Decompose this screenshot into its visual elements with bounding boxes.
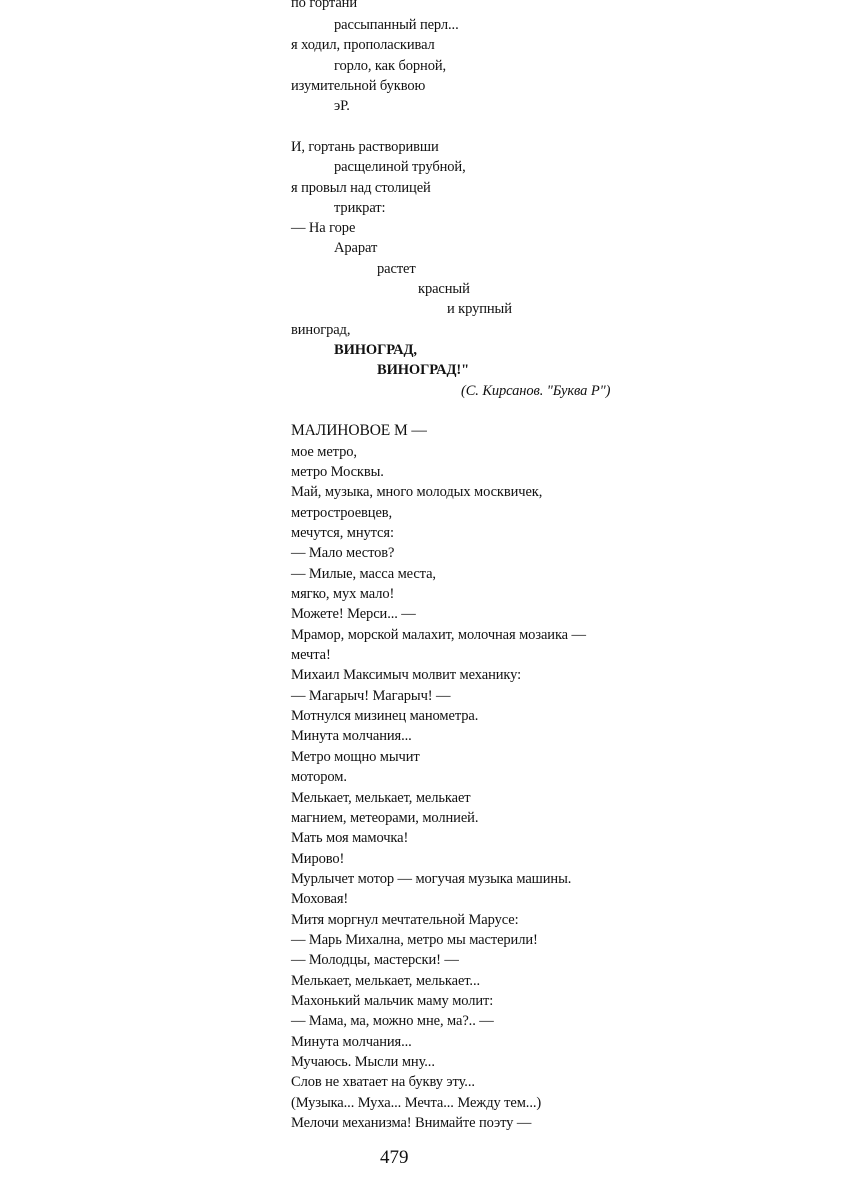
verse-line: Мелочи механизма! Внимайте поэту — bbox=[291, 1115, 532, 1131]
verse-line: мое метро, bbox=[291, 444, 357, 460]
verse-line: Арарат bbox=[334, 240, 378, 256]
verse-line: МАЛИНОВОЕ М — bbox=[291, 422, 427, 439]
verse-line: Мотнулся мизинец манометра. bbox=[291, 708, 479, 724]
verse-line: — Магарыч! Магарыч! — bbox=[291, 688, 451, 704]
verse-line: Мелькает, мелькает, мелькает... bbox=[291, 973, 481, 989]
verse-line: — На горе bbox=[291, 220, 356, 236]
verse-line: Моховая! bbox=[291, 891, 349, 907]
verse-line: мягко, мух мало! bbox=[291, 586, 395, 602]
verse-line: И, гортань растворивши bbox=[291, 139, 439, 155]
verse-line: Махонький мальчик маму молит: bbox=[291, 993, 494, 1009]
verse-line: виноград, bbox=[291, 322, 351, 338]
verse-line: Мурлычет мотор — могучая музыка машины. bbox=[291, 871, 572, 887]
verse-line: магнием, метеорами, молнией. bbox=[291, 810, 479, 826]
attribution: (С. Кирсанов. "Буква Р") bbox=[461, 383, 611, 399]
verse-line: — Милые, масса места, bbox=[291, 566, 436, 582]
verse-line: Слов не хватает на букву эту... bbox=[291, 1074, 475, 1090]
verse-line: (Музыка... Муха... Мечта... Между тем...) bbox=[291, 1095, 542, 1111]
verse-line: по гортани bbox=[291, 0, 357, 11]
verse-line: расщелиной трубной, bbox=[334, 159, 466, 175]
verse-line: мотором. bbox=[291, 769, 347, 785]
verse-line: Минута молчания... bbox=[291, 728, 412, 744]
verse-line: горло, как борной, bbox=[334, 58, 447, 74]
verse-line: Метро мощно мычит bbox=[291, 749, 420, 765]
verse-line: — Мама, ма, можно мне, ма?.. — bbox=[291, 1013, 494, 1029]
verse-line: метро Москвы. bbox=[291, 464, 384, 480]
verse-line: трикрат: bbox=[334, 200, 386, 216]
verse-line: Михаил Максимыч молвит механику: bbox=[291, 667, 522, 683]
verse-line: изумительной буквою bbox=[291, 78, 426, 94]
verse-line: — Мало местов? bbox=[291, 545, 395, 561]
verse-line: Мирово! bbox=[291, 851, 345, 867]
verse-line: мечутся, мнутся: bbox=[291, 525, 394, 541]
verse-line: Мучаюсь. Мысли мну... bbox=[291, 1054, 435, 1070]
page-number: 479 bbox=[380, 1147, 409, 1168]
verse-line: и крупный bbox=[447, 301, 512, 317]
verse-line: мечта! bbox=[291, 647, 331, 663]
verse-line: Май, музыка, много молодых москвичек, bbox=[291, 484, 543, 500]
verse-line: — Молодцы, мастерски! — bbox=[291, 952, 459, 968]
verse-line: я провыл над столицей bbox=[291, 180, 431, 196]
verse-line: — Марь Михална, метро мы мастерили! bbox=[291, 932, 538, 948]
verse-line: метростроевцев, bbox=[291, 505, 393, 521]
verse-line: Можете! Мерси... — bbox=[291, 606, 416, 622]
verse-line: я ходил, прополаскивал bbox=[291, 37, 435, 53]
verse-line: Митя моргнул мечтательной Марусе: bbox=[291, 912, 519, 928]
verse-line: Мать моя мамочка! bbox=[291, 830, 409, 846]
verse-line: эР. bbox=[334, 98, 350, 114]
verse-line: ВИНОГРАД!" bbox=[377, 362, 470, 378]
verse-line: рассыпанный перл... bbox=[334, 17, 459, 33]
verse-line: Мелькает, мелькает, мелькает bbox=[291, 790, 471, 806]
verse-line: красный bbox=[418, 281, 470, 297]
verse-line: растет bbox=[377, 261, 416, 277]
verse-line: Мрамор, морской малахит, молочная мозаика — bbox=[291, 627, 586, 643]
verse-line: ВИНОГРАД, bbox=[334, 342, 417, 358]
verse-line: Минута молчания... bbox=[291, 1034, 412, 1050]
